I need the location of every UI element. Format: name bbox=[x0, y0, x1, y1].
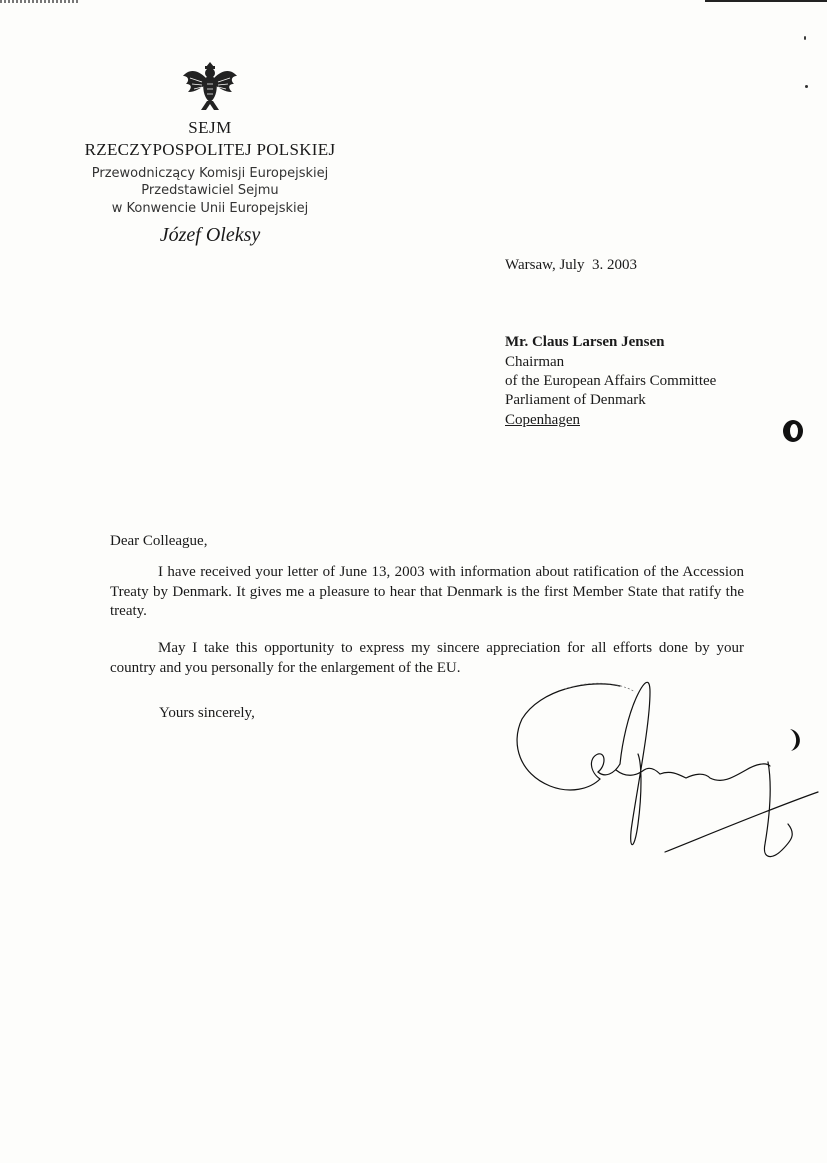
recipient-committee: of the European Affairs Committee bbox=[505, 373, 717, 389]
recipient-city: Copenhagen bbox=[505, 412, 580, 428]
letterhead-sejm: SEJM bbox=[188, 118, 232, 137]
letterhead-position-1: Przewodniczący Komisji Europejskiej bbox=[91, 166, 329, 181]
recipient-parliament: Parliament of Denmark bbox=[505, 392, 646, 408]
punch-hole-mark bbox=[781, 418, 805, 444]
salutation: Dear Colleague, bbox=[110, 533, 208, 549]
recipient-name: Mr. Claus Larsen Jensen bbox=[505, 334, 665, 350]
letterhead-position-2: Przedstawiciel Sejmu bbox=[141, 183, 279, 198]
scan-artifact-top-left bbox=[0, 0, 78, 3]
scan-artifact-top-right bbox=[705, 0, 827, 2]
letterhead-position-3: w Konwencie Unii Europejskiej bbox=[111, 201, 309, 216]
scan-speck bbox=[805, 85, 808, 88]
eagle-emblem-icon bbox=[180, 58, 240, 114]
letterhead-sender-name: Józef Oleksy bbox=[159, 224, 261, 246]
letterhead-republic: RZECZYPOSPOLITEJ POLSKIEJ bbox=[84, 140, 336, 159]
scan-speck bbox=[804, 36, 806, 40]
body-paragraph-1: I have received your letter of June 13, 2003 with information about ratification of the Accession Treaty by Denmark. It gives me a pleasure to hear that Denmark is the first Member State that ratify the treaty. bbox=[110, 564, 744, 619]
letter-date: Warsaw, July 3. 2003 bbox=[505, 257, 637, 273]
closing: Yours sincerely, bbox=[159, 705, 255, 721]
body-paragraph-2: May I take this opportunity to express my sincere appreciation for all efforts done by your country and you personally for the enlargement of the EU. bbox=[110, 640, 744, 676]
recipient-title: Chairman bbox=[505, 354, 565, 370]
handwritten-signature bbox=[510, 674, 820, 864]
